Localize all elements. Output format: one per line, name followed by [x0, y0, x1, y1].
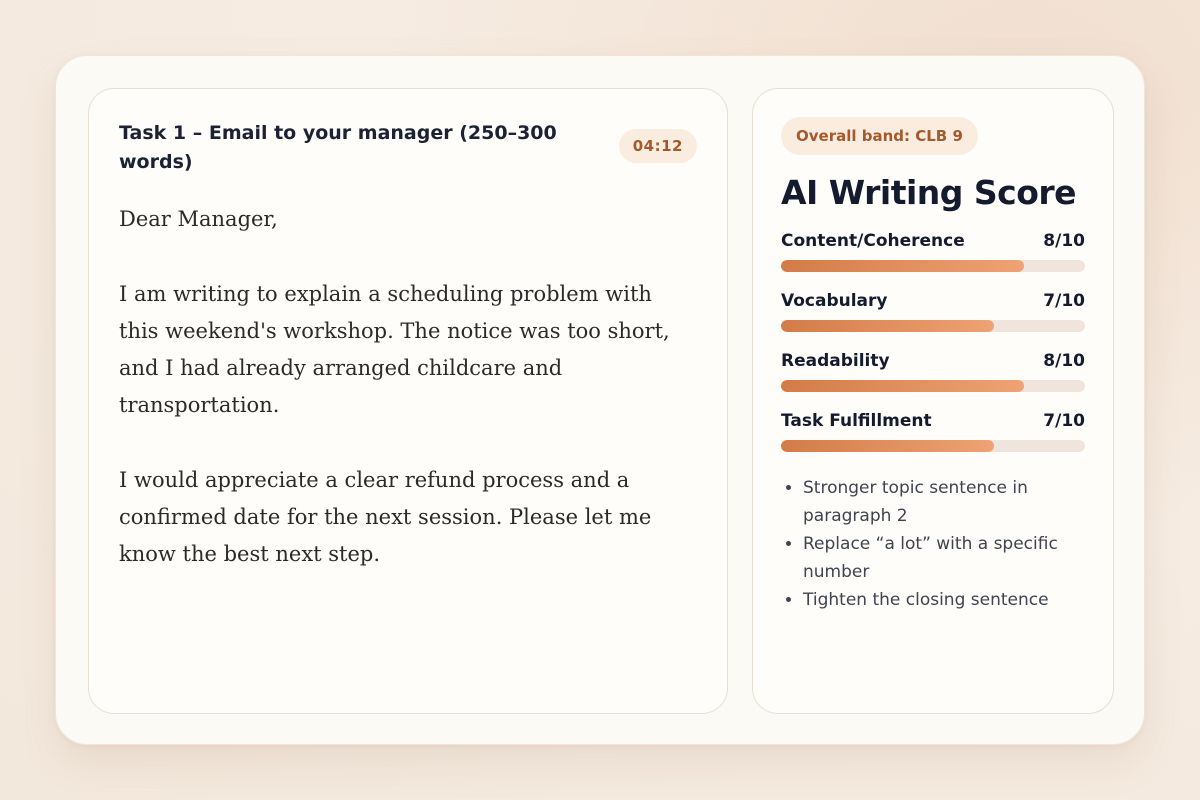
- task-header: [119, 119, 697, 177]
- feedback-tips-list: [781, 474, 1085, 614]
- letter-paragraph: I am writing to explain a scheduling problem with this weekend's workshop. The notice was too short, and I had already arranged childcare and transportation.: [119, 282, 670, 417]
- metric-readability: [781, 349, 1085, 392]
- score-title: AI Writing Score: [781, 173, 1077, 212]
- task-title: Task 1 – Email to your manager (250–300 words): [119, 122, 557, 173]
- metric-label: Readability: [781, 351, 890, 371]
- metric-bar-fill: [781, 260, 1024, 272]
- metric-bar-fill: [781, 440, 994, 452]
- letter-text-area[interactable]: [119, 201, 697, 573]
- metric-task-fulfillment: [781, 409, 1085, 452]
- metric-label: Vocabulary: [781, 291, 888, 311]
- metric-bar-track: [781, 260, 1085, 272]
- writing-editor-panel: [88, 88, 728, 714]
- metric-bar-fill: [781, 320, 994, 332]
- overall-band-badge: Overall band: CLB 9: [781, 117, 978, 155]
- metric-value: 7/10: [1043, 291, 1085, 311]
- metric-vocabulary: [781, 289, 1085, 332]
- metric-value: 7/10: [1043, 411, 1085, 431]
- feedback-tip: • Stronger topic sentence in paragraph 2: [803, 474, 1085, 530]
- metric-content-coherence: [781, 229, 1085, 272]
- metric-label: Content/Coherence: [781, 231, 965, 251]
- letter-paragraph: I would appreciate a clear refund process and a confirmed date for the next session. Please let me know the best next step.: [119, 468, 652, 566]
- letter-salutation: Dear Manager,: [119, 207, 278, 231]
- metric-value: 8/10: [1043, 351, 1085, 371]
- metric-bar-fill: [781, 380, 1024, 392]
- metric-bar-track: [781, 440, 1085, 452]
- metric-label: Task Fulfillment: [781, 411, 932, 431]
- feedback-tip: • Tighten the closing sentence: [803, 586, 1085, 614]
- metric-bar-track: [781, 320, 1085, 332]
- app-frame: [55, 55, 1145, 745]
- metric-value: 8/10: [1043, 231, 1085, 251]
- metric-bar-track: [781, 380, 1085, 392]
- score-panel: [752, 88, 1114, 714]
- timer-badge: 04:12: [619, 129, 697, 163]
- feedback-tip: • Replace “a lot” with a specific number: [803, 530, 1085, 586]
